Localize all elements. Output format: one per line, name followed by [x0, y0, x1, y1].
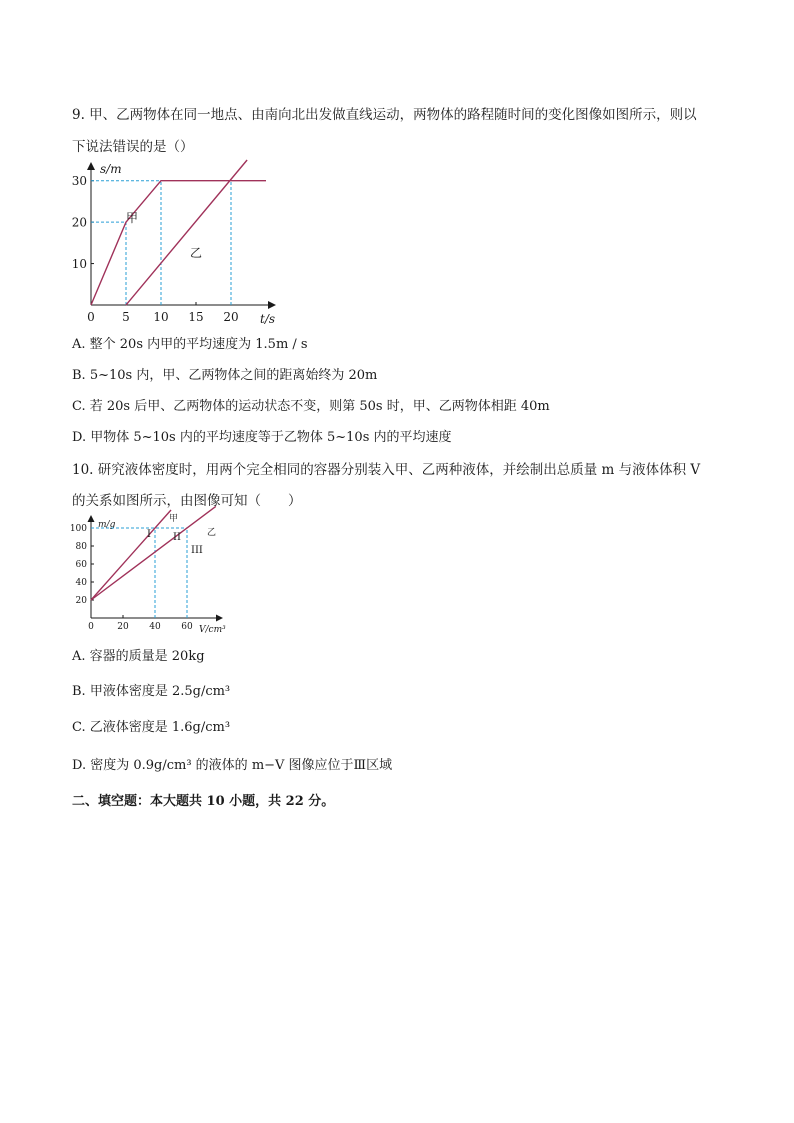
- q10-option-d: D. 密度为 0.9g/cm³ 的液体的 m−V 图像应位于Ⅲ区域: [72, 758, 393, 773]
- q10-x-tick-label: 0: [88, 622, 94, 632]
- q10-y-tick-label: 20: [75, 596, 87, 607]
- q10-option-a: A. 容器的质量是 20kg: [72, 649, 205, 664]
- q10-y-tick-label: 80: [75, 542, 87, 553]
- q9-series-label-jia: 甲: [126, 211, 139, 225]
- q10-chart: [69, 510, 242, 635]
- q10-y-tick-label: 100: [69, 524, 87, 535]
- q9-option-b: B. 5~10s 内，甲、乙两物体之间的距离始终为 20m: [72, 368, 378, 383]
- q9-ylabel: s/m: [100, 162, 122, 176]
- q9-series-label-yi: 乙: [190, 246, 203, 260]
- q9-option-a: A. 整个 20s 内甲的平均速度为 1.5m / s: [72, 337, 308, 352]
- q10-option-c: C. 乙液体密度是 1.6g/cm³: [72, 720, 231, 735]
- q10-region-label-1: I: [147, 529, 151, 540]
- q9-x-tick-label: 10: [153, 310, 169, 324]
- q10-ylabel: m/g: [98, 520, 116, 530]
- q9-x-tick-label: 20: [223, 310, 239, 324]
- q10-option-b: B. 甲液体密度是 2.5g/cm³: [72, 684, 231, 699]
- q9-stem-line1: 9. 甲、乙两物体在同一地点、由南向北出发做直线运动，两物体的路程随时间的变化图像如图所示，则以: [72, 107, 697, 123]
- q9-stem-line2: 下说法错误的是（）: [72, 139, 194, 155]
- q9-option-d: D. 甲物体 5~10s 内的平均速度等于乙物体 5~10s 内的平均速度: [72, 430, 452, 445]
- q9-x-tick-label: 15: [188, 310, 204, 324]
- q10-series-label-yi: 乙: [207, 528, 217, 538]
- q9-y-tick-label: 20: [71, 215, 87, 230]
- q10-region-label-3: III: [191, 545, 203, 556]
- q9-x-tick-label: 5: [122, 310, 130, 324]
- q10-series-label-jia: 甲: [169, 514, 179, 524]
- q10-region-label-2: II: [173, 532, 181, 543]
- section-heading: 二、填空题：本大题共 10 小题，共 22 分。: [72, 794, 335, 809]
- q10-stem-line1: 10. 研究液体密度时，用两个完全相同的容器分别装入甲、乙两种液体，并绘制出总质量 m 与液体体积 V: [72, 462, 701, 478]
- q10-xlabel: V/cm³: [199, 625, 226, 635]
- q10-x-tick-label: 60: [181, 622, 193, 632]
- q10-y-tick-label: 60: [75, 560, 87, 571]
- q9-chart: [70, 155, 300, 330]
- q10-stem-line2: 的关系如图所示，由图像可知（ ）: [72, 493, 302, 509]
- q9-xlabel: t/s: [260, 312, 276, 326]
- q10-y-tick-label: 40: [75, 578, 87, 589]
- q9-series-line-2: [126, 160, 247, 305]
- q9-y-tick-label: 10: [71, 256, 87, 271]
- q10-x-tick-label: 40: [149, 622, 161, 632]
- q9-x-tick-label: 0: [87, 310, 95, 324]
- q9-option-c: C. 若 20s 后甲、乙两物体的运动状态不变，则第 50s 时，甲、乙两物体相距 40m: [72, 399, 550, 414]
- q9-y-tick-label: 30: [71, 173, 87, 188]
- q10-x-tick-label: 20: [117, 622, 129, 632]
